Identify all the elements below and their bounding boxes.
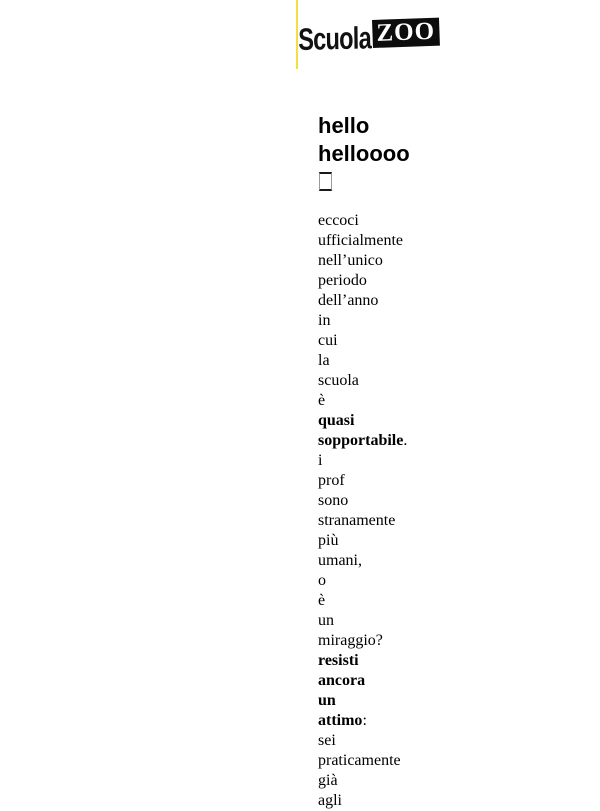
body-line: [318, 311, 438, 331]
body-line: [318, 431, 438, 451]
body-word: miraggio?: [318, 632, 383, 649]
body-word: stranamente: [318, 512, 396, 529]
body-word: scuola: [318, 372, 359, 389]
body-line: [318, 671, 438, 691]
body-word-bold: attimo: [318, 712, 363, 729]
body-line: [318, 791, 438, 811]
body-line: [318, 531, 438, 551]
body-word: umani,: [318, 552, 362, 569]
body-line: [318, 411, 438, 431]
body-line: [318, 371, 438, 391]
body-line: [318, 511, 438, 531]
body-line: [318, 631, 438, 651]
logo-scuola-text: Scuola: [297, 20, 372, 57]
greeting-line-2: helloooo: [318, 141, 410, 166]
body-line: [318, 691, 438, 711]
body-word: eccoci: [318, 212, 359, 229]
body-word: la: [318, 352, 330, 369]
body-word: :: [362, 712, 367, 729]
body-line: [318, 351, 438, 371]
missing-glyph-icon: [319, 172, 332, 191]
body-word: dell’anno: [318, 292, 379, 309]
body-line: [318, 591, 438, 611]
body-line: [318, 611, 438, 631]
body-word: o: [318, 572, 326, 589]
body-word-bold: sopportabile: [318, 432, 404, 449]
body-word: .: [403, 432, 408, 449]
body-line: [318, 751, 438, 771]
body-word: sei: [318, 732, 336, 749]
logo-zoo-badge: ZOO: [372, 18, 440, 48]
body-word: nell’unico: [318, 252, 383, 269]
greeting-line-1: hello: [318, 113, 370, 138]
greeting-heading: [318, 112, 410, 168]
body-word: prof: [318, 472, 345, 489]
body-line: [318, 291, 438, 311]
body-line: [318, 651, 438, 671]
body-word: in: [318, 312, 331, 329]
body-line: [318, 231, 438, 251]
body-line: [318, 331, 438, 351]
body-line: [318, 771, 438, 791]
body-word: praticamente: [318, 752, 401, 769]
body-text: [318, 211, 438, 811]
body-line: [318, 211, 438, 231]
body-word: agli: [318, 792, 342, 809]
body-line: [318, 551, 438, 571]
body-line: [318, 731, 438, 751]
body-word: è: [318, 392, 326, 409]
body-line: [318, 471, 438, 491]
scuolazoo-logo[interactable]: [297, 17, 438, 57]
body-word-bold: resisti: [318, 652, 359, 669]
body-word-bold: quasi: [318, 412, 355, 429]
body-line: [318, 571, 438, 591]
body-word-bold: ancora: [318, 672, 366, 689]
body-word: sono: [318, 492, 349, 509]
body-line: [318, 251, 438, 271]
body-line: [318, 711, 438, 731]
body-word: un: [318, 612, 334, 629]
body-line: [318, 391, 438, 411]
body-word: più: [318, 532, 339, 549]
body-word: periodo: [318, 272, 367, 289]
body-word: ufficialmente: [318, 232, 403, 249]
body-word: è: [318, 592, 326, 609]
body-line: [318, 451, 438, 471]
body-word: cui: [318, 332, 338, 349]
body-line: [318, 491, 438, 511]
body-word: già: [318, 772, 338, 789]
body-word-bold: un: [318, 692, 336, 709]
body-word: i: [318, 452, 323, 469]
body-line: [318, 271, 438, 291]
